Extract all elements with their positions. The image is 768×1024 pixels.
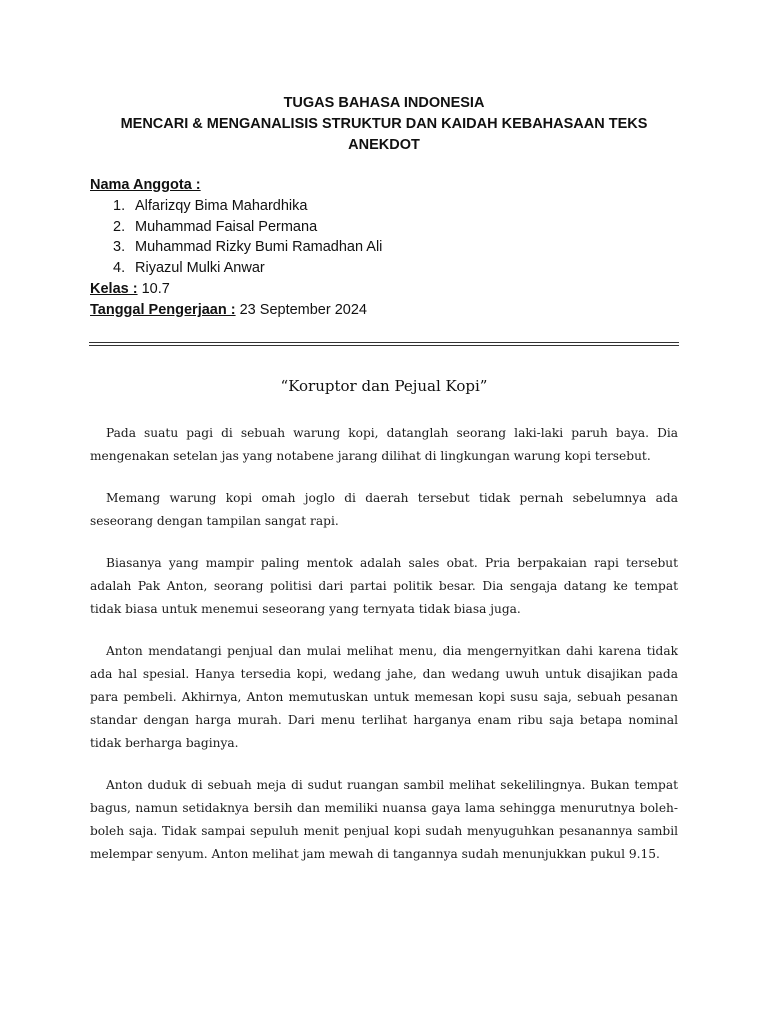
- member-item: [90, 237, 678, 258]
- member-list: [90, 196, 678, 279]
- member-name: Muhammad Rizky Bumi Ramadhan Ali: [135, 239, 383, 256]
- header-title: TUGAS BAHASA INDONESIA: [283, 95, 485, 111]
- member-name: Riyazul Mulki Anwar: [135, 260, 265, 277]
- member-number: 4.: [113, 260, 126, 277]
- class-label: Kelas :: [90, 280, 138, 297]
- story-title: “Koruptor dan Pejual Kopi”: [280, 377, 488, 395]
- member-item: [90, 217, 678, 238]
- date-label: Tanggal Pengerjaan :: [90, 301, 236, 318]
- member-number: 1.: [113, 197, 126, 214]
- story-paragraph: Anton mendatangi penjual dan mulai melihat menu, dia mengernyitkan dahi karena tidak ada hal spesial. Hanya tersedia kopi, wedang jahe, dan wedang uwuh untuk disajikan pada para pembeli. Akhirnya, Anton memutuskan untuk memesan kopi susu saja, sebuah pesanan standar dengan harga murah. Dari menu terlihat harganya enam ribu saja betapa nominal tidak berharga baginya.: [90, 644, 678, 750]
- date-row: [90, 300, 678, 321]
- member-item: [90, 196, 678, 217]
- header-subtitle: MENCARI & MENGANALISIS STRUKTUR DAN KAIDAH KEBAHASAAN TEKS: [120, 116, 648, 132]
- story-paragraph: Pada suatu pagi di sebuah warung kopi, datanglah seorang laki-laki paruh baya. Dia mengenakan setelan jas yang notabene jarang dilihat di lingkungan warung kopi tersebut.: [90, 426, 678, 463]
- story-paragraph: Biasanya yang mampir paling mentok adalah sales obat. Pria berpakaian rapi tersebut adalah Pak Anton, seorang politisi dari partai politik besar. Dia sengaja datang ke tempat tidak biasa untuk menemui seseorang yang ternyata tidak biasa juga.: [90, 556, 678, 616]
- member-info: [90, 175, 678, 321]
- document-header: [90, 93, 678, 156]
- section-divider: [89, 342, 679, 346]
- member-number: 2.: [113, 218, 126, 235]
- member-name: Alfarizqy Bima Mahardhika: [135, 197, 308, 214]
- story-paragraph: Anton duduk di sebuah meja di sudut ruangan sambil melihat sekelilingnya. Bukan tempat bagus, namun setidaknya bersih dan memiliki nuansa gaya lama sehingga menurutnya boleh-boleh saja. Tidak sampai sepuluh menit penjual kopi sudah menyuguhkan pesanannya sambil melempar senyum. Anton melihat jam mewah di tangannya sudah menunjukkan pukul 9.15.: [90, 778, 678, 861]
- member-name: Muhammad Faisal Permana: [135, 218, 318, 235]
- members-label: Nama Anggota :: [90, 177, 201, 193]
- story-body: [90, 422, 678, 885]
- class-value: 10.7: [141, 280, 170, 297]
- member-item: [90, 258, 678, 279]
- class-row: [90, 279, 678, 300]
- date-value: 23 September 2024: [239, 301, 367, 318]
- header-subtitle-continued: ANEKDOT: [348, 137, 420, 153]
- member-number: 3.: [113, 239, 126, 256]
- story-paragraph: Memang warung kopi omah joglo di daerah tersebut tidak pernah sebelumnya ada seseorang dengan tampilan sangat rapi.: [90, 491, 678, 528]
